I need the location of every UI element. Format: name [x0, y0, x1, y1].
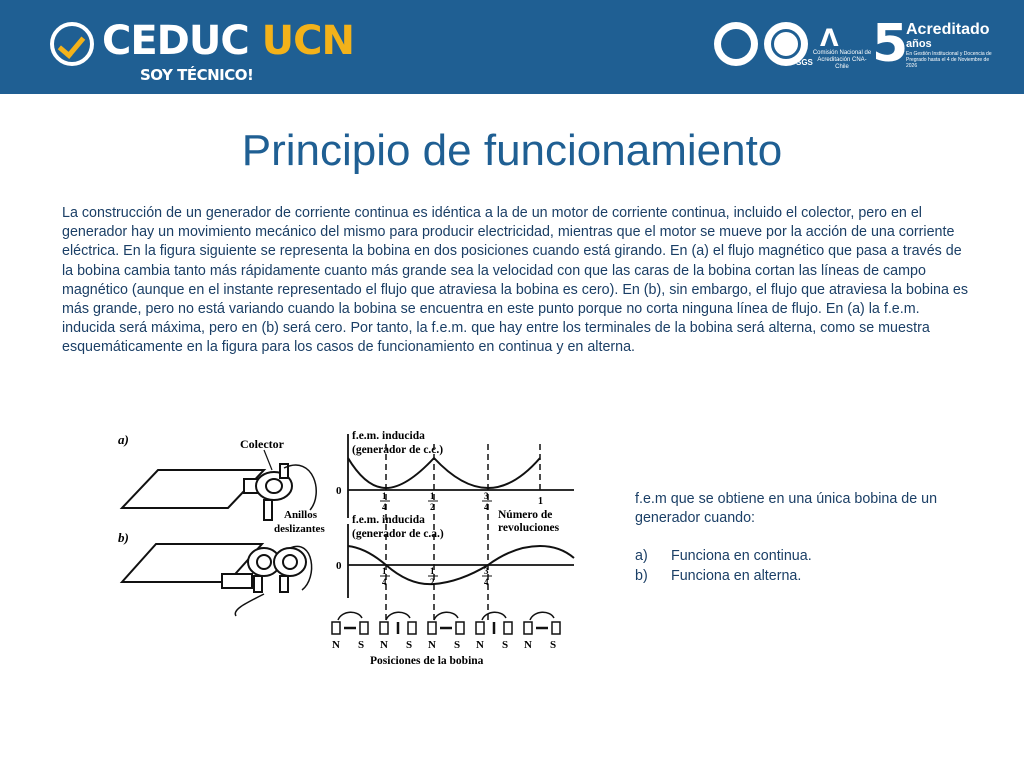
figure-label-b: b) [118, 530, 129, 545]
body-paragraph: La construcción de un generador de corriente continua es idéntica a la de un motor de corriente continua, incluido el colector, pero en el generador hay un movimiento mecánico del mismo para producir electricidad, mientras que el motor se mueve por la acción de una corriente eléctrica. En la figura siguiente se representa la bobina en dos posiciones cuando está girando. En (a) el flujo magnético que pasa a través de la bobina cambia tanto más rápidamente cuanto más grande sea la velocidad con que las caras de la bobina cortan las líneas de campo magnético (aunque en el instante representado el flujo que atraviesa la bobina es cero). En (b), sin embargo, el flujo que atraviesa la bobina es más grande, pero no está variando cuando la bobina se encuentra en este punto porque no corta ninguna línea de flujo. En (a) la f.e.m. inducida será máxima, pero en (b) será cero. Por tanto, la f.e.m. que hay entre los terminales de la bobina será alterna, como se muestra esquemáticamente en la figura para los casos de funcionamiento en continua y en alterna. [62, 205, 969, 356]
ca-tick-num: 3 [484, 566, 489, 576]
generator-diagram [114, 424, 584, 672]
header-bar [0, 0, 1024, 94]
list-item [635, 547, 985, 566]
coil-positions-row [332, 612, 560, 651]
slide-title: Principio de funcionamiento [241, 126, 783, 175]
cc-zero-label: 0 [336, 485, 342, 497]
fem-cc-label-line2: (generador de c.c.) [352, 444, 444, 456]
logo-accent: UCN [261, 18, 354, 64]
pole-n: N [476, 639, 484, 651]
generator-figure [114, 424, 584, 672]
pole-n: N [428, 639, 436, 651]
anillos-label-line2: deslizantes [274, 523, 325, 535]
ca-zero-label: 0 [336, 560, 342, 572]
cna-logo-icon: Λ [820, 24, 839, 52]
ca-tick-num: 1 [430, 566, 435, 576]
university-seal-icon [714, 22, 758, 66]
list-item [635, 567, 985, 586]
figure-label-a: a) [118, 432, 129, 447]
accreditation-unit: años [906, 38, 932, 50]
list-item-label: b) [635, 567, 648, 584]
fem-cc-label-line1: f.e.m. inducida [352, 430, 425, 442]
coil-positions-label: Posiciones de la bobina [370, 655, 484, 667]
pole-n: N [524, 639, 532, 651]
fem-ca-label-line2: (generador de c.a.) [352, 528, 444, 540]
sgs-label: SGS [796, 58, 813, 67]
dc-emf-curve [348, 458, 540, 488]
cna-text: Comisión Nacional de Acreditación CNA-Chile [812, 50, 872, 70]
pole-s: S [406, 639, 413, 651]
pole-n: N [332, 639, 340, 651]
side-question-block [635, 490, 985, 586]
pole-s: S [550, 639, 557, 651]
ca-tick-den: 4 [484, 577, 489, 587]
pole-n: N [380, 639, 388, 651]
check-circle-icon [50, 22, 94, 66]
list-item-label: a) [635, 548, 648, 565]
pole-s: S [358, 639, 365, 651]
accreditation-title: Acreditado [906, 21, 990, 38]
list-item-text: Funciona en continua. [671, 548, 812, 565]
slip-ring-icon [274, 548, 306, 576]
accreditation-years: 5 [872, 14, 909, 74]
revolutions-label-line1: Número de [498, 509, 553, 521]
logo-main: CEDUC [102, 18, 249, 64]
logo-wordmark [102, 18, 354, 64]
cc-tick-num: 3 [484, 491, 489, 501]
side-question: f.e.m que se obtiene en una única bobina de un generador cuando: [635, 491, 938, 527]
ca-tick-den: 2 [430, 577, 435, 587]
pole-s: S [502, 639, 509, 651]
cc-tick-den: 2 [430, 502, 435, 512]
list-item-text: Funciona en alterna. [671, 567, 802, 584]
colector-label: Colector [240, 437, 284, 451]
anillos-label-line1: Anillos [284, 509, 318, 521]
cc-tick-den: 4 [382, 502, 387, 512]
coil-a-plane [122, 470, 264, 508]
cc-tick-num: 1 [430, 491, 435, 501]
cc-tick-one: 1 [538, 496, 543, 507]
fem-ca-label-line1: f.e.m. inducida [352, 514, 425, 526]
accreditation-detail: En Gestión Institucional y Docencia de Pregrado hasta el 4 de Noviembre de 2026 [906, 51, 992, 69]
ca-tick-num: 1 [382, 566, 387, 576]
logo-tagline: SOY TÉCNICO! [140, 66, 254, 84]
cc-tick-den: 4 [484, 502, 489, 512]
cc-tick-num: 1 [382, 491, 387, 501]
ca-tick-den: 4 [382, 577, 387, 587]
revolutions-label-line2: revoluciones [498, 522, 560, 534]
pole-s: S [454, 639, 461, 651]
